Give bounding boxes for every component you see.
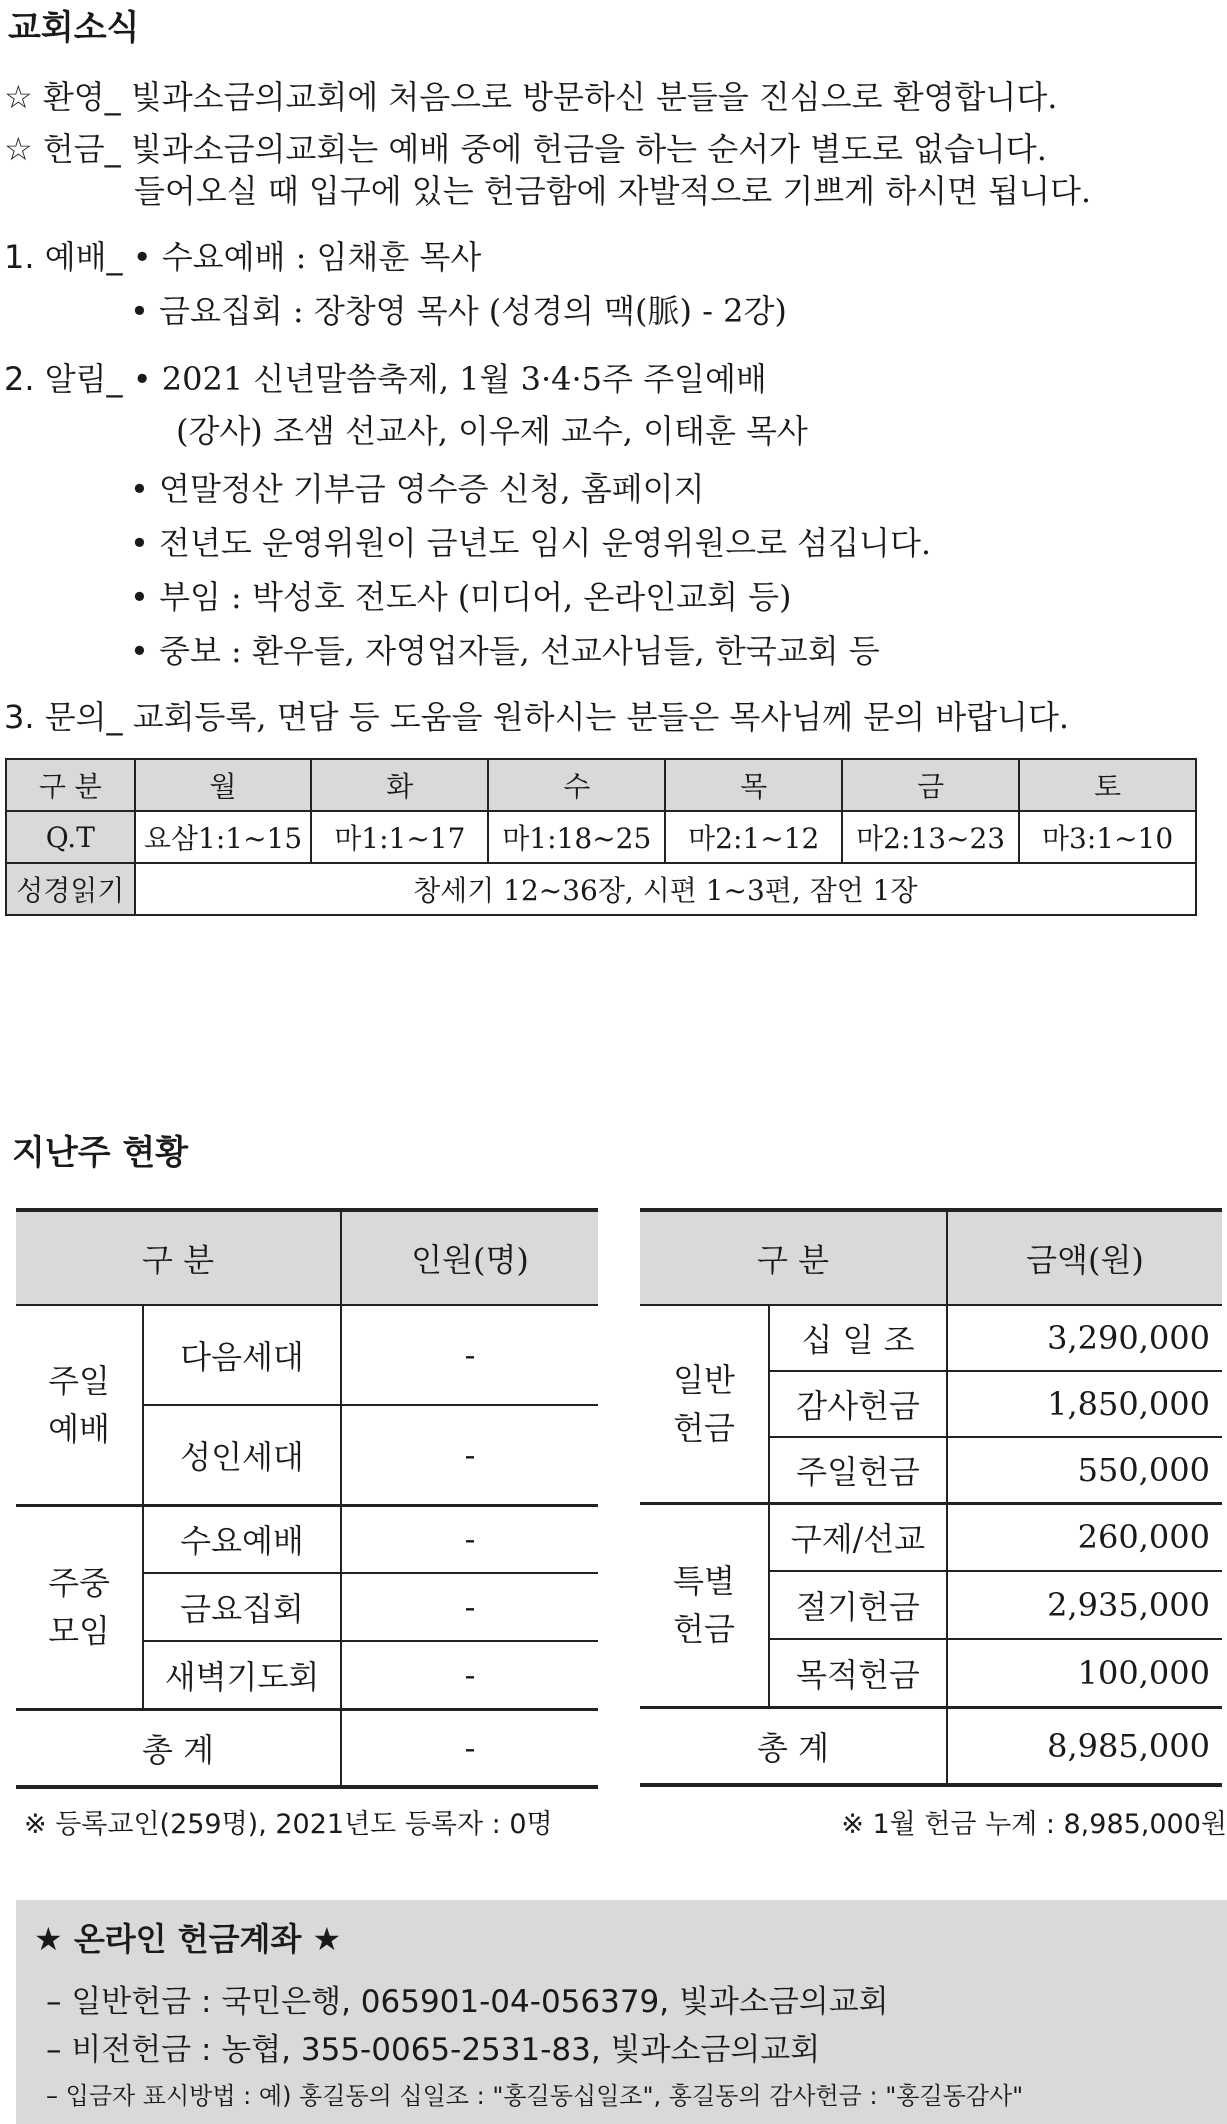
- offering-text-1: 빛과소금의교회는 예배 중에 헌금을 하는 순서가 별도로 없습니다.: [130, 130, 1047, 168]
- offering-line: [4, 124, 1047, 170]
- table-row: [16, 1305, 598, 1405]
- row-label: 금요집회: [143, 1573, 341, 1641]
- row-value: -: [464, 1655, 476, 1694]
- row-value: -: [341, 1305, 598, 1405]
- qt-cell: 마1:1~17: [311, 811, 488, 863]
- qt-header-cell: 화: [311, 759, 488, 811]
- group-label-line: 주일: [48, 1361, 110, 1400]
- offering-header-row: [640, 1210, 1222, 1305]
- attendance-header-count: 인원(명): [341, 1210, 598, 1305]
- qt-header-cell: 토: [1019, 759, 1196, 811]
- total-row: [16, 1709, 598, 1787]
- notice-item: • 중보 : 환우들, 자영업자들, 선교사님들, 한국교회 등: [130, 632, 880, 670]
- row-value: -: [341, 1505, 598, 1573]
- worship-label: 1. 예배_: [4, 238, 123, 276]
- offering-table: [640, 1208, 1222, 1787]
- reading-row-label: 성경읽기: [6, 863, 135, 915]
- online-offering-title: ★ 온라인 헌금계좌 ★: [34, 1920, 342, 1958]
- total-label: 총 계: [640, 1707, 947, 1785]
- reading-row: [6, 863, 1196, 915]
- qt-cell: 마2:13~23: [842, 811, 1019, 863]
- qt-schedule-table: [5, 758, 1197, 916]
- total-row: [640, 1707, 1222, 1785]
- qt-row: [6, 811, 1196, 863]
- inquiry-text: 교회등록, 면담 등 도움을 원하시는 분들은 목사님께 문의 바랍니다.: [132, 698, 1070, 736]
- group-label: [640, 1305, 769, 1503]
- attendance-header-category: 구 분: [16, 1210, 341, 1305]
- inquiry-label: 3. 문의_: [4, 698, 123, 736]
- notice-item: • 연말정산 기부금 영수증 신청, 홈페이지: [130, 470, 705, 508]
- group-label: [640, 1503, 769, 1707]
- group-label-line: 일반: [673, 1360, 735, 1399]
- group-label-line: 모임: [48, 1612, 110, 1650]
- worship-item: • 금요집회 : 장창영 목사 (성경의 맥(脈) - 2강): [130, 292, 787, 330]
- row-label: 구제/선교: [769, 1503, 947, 1571]
- offering-header-amount: 금액(원): [947, 1210, 1222, 1305]
- group-label-line: 특별: [673, 1562, 735, 1600]
- group-label: [16, 1305, 143, 1505]
- group-label-line: 주중: [48, 1564, 110, 1602]
- qt-row-label: Q.T: [6, 811, 135, 863]
- offering-note: ※ 1월 헌금 누계 : 8,985,000원: [841, 1809, 1227, 1840]
- welcome-label: ☆ 환영_: [4, 78, 121, 116]
- offering-label: ☆ 헌금_: [4, 130, 121, 168]
- total-value: -: [464, 1728, 476, 1767]
- table-row: [640, 1503, 1222, 1571]
- online-account-line: – 일반헌금 : 국민은행, 065901-04-056379, 빛과소금의교회: [46, 1984, 889, 2020]
- offering-header-category: 구 분: [640, 1210, 947, 1305]
- row-value: 1,850,000: [947, 1371, 1222, 1437]
- row-label: 다음세대: [143, 1305, 341, 1405]
- notice-line: [4, 354, 767, 400]
- row-value: -: [341, 1573, 598, 1641]
- row-value: 260,000: [947, 1503, 1222, 1571]
- depositor-guide-line: – 입금자 표시방법 : 예) 홍길동의 십일조 : "홍길동십일조", 홍길동의 감사헌금 : "홍길동감사": [46, 2082, 1024, 2110]
- attendance-note: ※ 등록교인(259명), 2021년도 등록자 : 0명: [24, 1809, 553, 1840]
- online-account-line: – 비전헌금 : 농협, 355-0065-2531-83, 빛과소금의교회: [46, 2032, 821, 2068]
- qt-cell: 마3:1~10: [1019, 811, 1196, 863]
- notice-label: 2. 알림_: [4, 360, 123, 398]
- worship-line: [4, 232, 481, 278]
- notice-item: • 부임 : 박성호 전도사 (미디어, 온라인교회 등): [130, 578, 792, 616]
- attendance-table: [16, 1208, 598, 1789]
- qt-cell: 요삼1:1~15: [135, 811, 312, 863]
- inquiry-line: [4, 692, 1069, 738]
- total-label: 총 계: [16, 1709, 341, 1787]
- qt-header-cell: 수: [488, 759, 665, 811]
- church-news-title: 교회소식: [8, 8, 140, 48]
- group-label-line: 헌금: [673, 1610, 735, 1648]
- table-row: [16, 1505, 598, 1573]
- row-label: 십 일 조: [769, 1305, 947, 1371]
- qt-header-row: [6, 759, 1196, 811]
- welcome-line: [4, 72, 1057, 118]
- group-label-line: 예배: [48, 1409, 110, 1448]
- total-value: 8,985,000: [1047, 1726, 1210, 1765]
- attendance-header-row: [16, 1210, 598, 1305]
- row-value: 100,000: [1077, 1653, 1210, 1692]
- group-label: [16, 1505, 143, 1709]
- last-week-title: 지난주 현황: [12, 1133, 189, 1173]
- row-label: 수요예배: [143, 1505, 341, 1573]
- qt-header-cell: 목: [665, 759, 842, 811]
- qt-header-cell: 금: [842, 759, 1019, 811]
- qt-header-cell: 월: [135, 759, 312, 811]
- online-offering-box: [16, 1900, 1227, 2124]
- row-value: 2,935,000: [947, 1571, 1222, 1639]
- table-row: [640, 1305, 1222, 1371]
- qt-header-cell: 구 분: [6, 759, 135, 811]
- offering-text-2: 들어오실 때 입구에 있는 헌금함에 자발적으로 기쁘게 하시면 됩니다.: [134, 172, 1092, 210]
- qt-cell: 마1:18~25: [488, 811, 665, 863]
- row-label: 절기헌금: [769, 1571, 947, 1639]
- row-label: 감사헌금: [769, 1371, 947, 1437]
- notice-item: • 전년도 운영위원이 금년도 임시 운영위원으로 섬깁니다.: [130, 524, 932, 562]
- row-value: 550,000: [1077, 1450, 1210, 1489]
- notice-item: (강사) 조샘 선교사, 이우제 교수, 이태훈 목사: [176, 412, 808, 450]
- group-label-line: 헌금: [673, 1408, 735, 1447]
- worship-item: • 수요예배 : 임채훈 목사: [132, 238, 482, 276]
- row-label: 목적헌금: [769, 1639, 947, 1707]
- notice-item: • 2021 신년말씀축제, 1월 3·4·5주 주일예배: [132, 360, 767, 398]
- row-value: -: [464, 1435, 476, 1474]
- qt-cell: 마2:1~12: [665, 811, 842, 863]
- row-value: 3,290,000: [947, 1305, 1222, 1371]
- row-label: 성인세대: [143, 1405, 341, 1505]
- row-label: 주일헌금: [769, 1437, 947, 1503]
- row-label: 새벽기도회: [143, 1641, 341, 1709]
- reading-cell: 창세기 12~36장, 시편 1~3편, 잠언 1장: [135, 863, 1196, 915]
- welcome-text: 빛과소금의교회에 처음으로 방문하신 분들을 진심으로 환영합니다.: [130, 78, 1058, 116]
